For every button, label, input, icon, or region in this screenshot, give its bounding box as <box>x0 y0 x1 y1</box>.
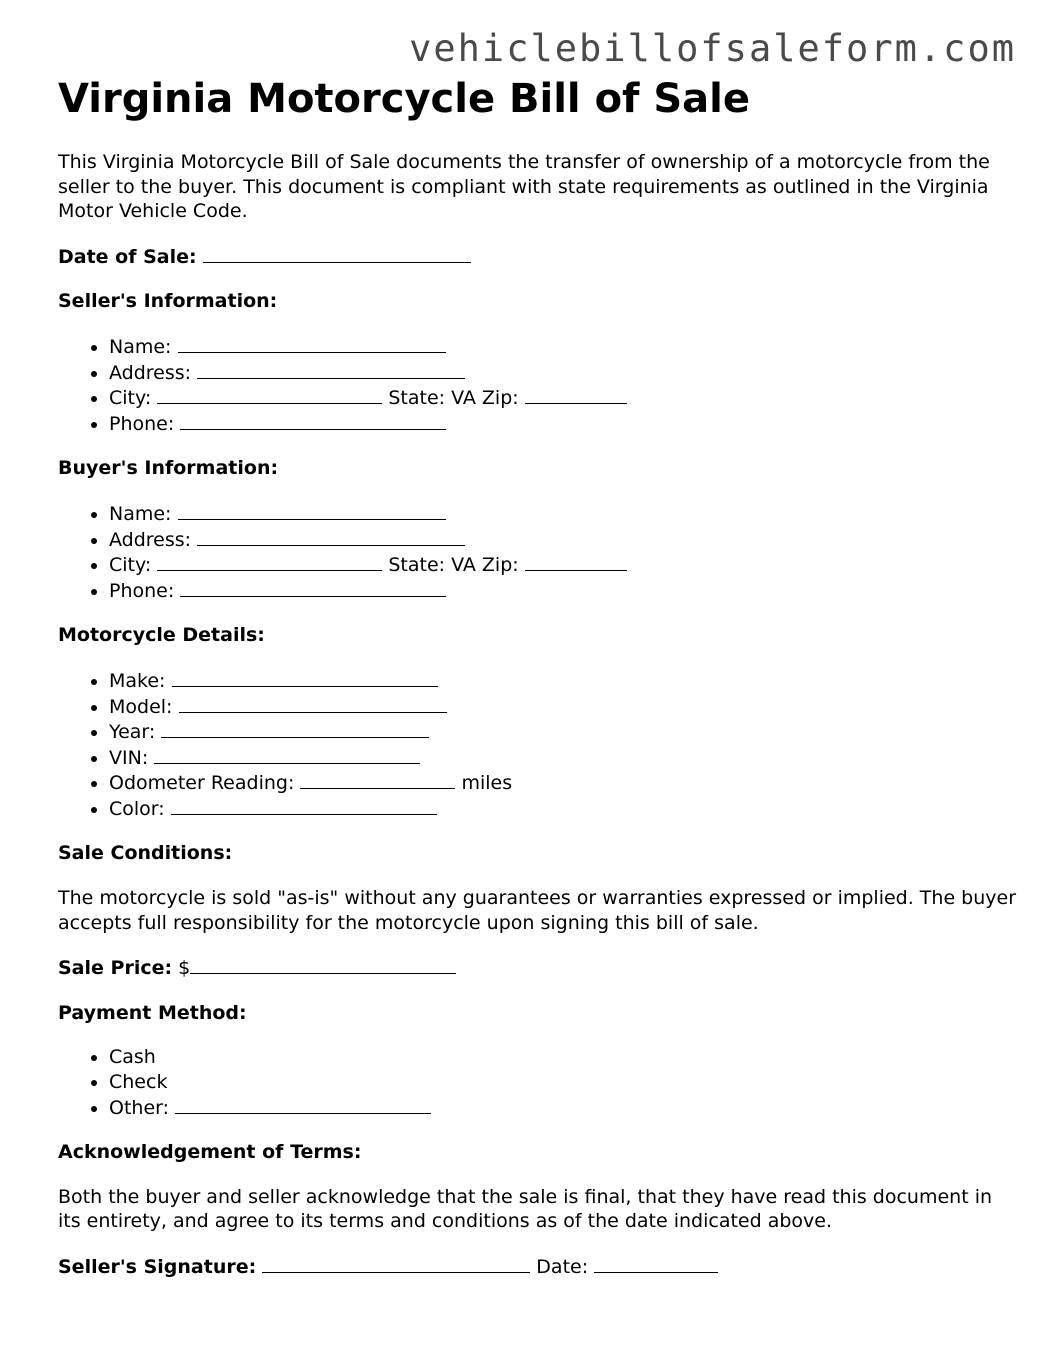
seller-signature-label: Seller's Signature: <box>58 1256 257 1278</box>
signature-row <box>58 1254 1018 1280</box>
buyer-info-heading: Buyer's Information: <box>58 457 279 480</box>
signature-date-field[interactable] <box>594 1254 718 1273</box>
payment-other-label: Other: <box>109 1096 170 1119</box>
seller-phone-label: Phone: <box>109 412 175 435</box>
seller-signature-field[interactable] <box>262 1254 530 1273</box>
seller-info-heading: Seller's Information: <box>58 290 278 313</box>
list-item <box>109 694 1018 720</box>
vin-field[interactable] <box>154 745 420 764</box>
date-of-sale-label: Date of Sale: <box>58 245 197 268</box>
make-label: Make: <box>109 669 166 692</box>
buyer-info-list <box>58 501 1018 603</box>
seller-name-label: Name: <box>109 335 172 358</box>
seller-info-list <box>58 334 1018 436</box>
sale-price-row <box>58 955 1018 981</box>
buyer-phone-label: Phone: <box>109 579 175 602</box>
watermark-text: vehiclebillofsaleform.com <box>409 27 1016 70</box>
buyer-city-field[interactable] <box>157 552 382 571</box>
make-field[interactable] <box>172 668 438 687</box>
buyer-phone-field[interactable] <box>180 578 446 597</box>
seller-state-zip-label: State: VA Zip: <box>388 387 519 410</box>
buyer-city-label: City: <box>109 554 152 577</box>
date-of-sale-field[interactable] <box>203 244 471 263</box>
list-item <box>109 501 1018 527</box>
list-item <box>109 411 1018 437</box>
sale-price-field[interactable] <box>190 955 456 974</box>
seller-name-field[interactable] <box>178 334 446 353</box>
list-item <box>109 360 1018 386</box>
motorcycle-details-list <box>58 668 1018 822</box>
list-item <box>109 334 1018 360</box>
buyer-address-label: Address: <box>109 528 192 551</box>
date-of-sale-row <box>58 244 1018 270</box>
seller-address-field[interactable] <box>197 360 465 379</box>
list-item <box>109 770 1018 796</box>
model-label: Model: <box>109 695 173 718</box>
list-item <box>109 668 1018 694</box>
list-item <box>109 1095 1018 1121</box>
bill-of-sale-document <box>58 76 1018 1280</box>
seller-zip-field[interactable] <box>525 385 627 404</box>
payment-option-cash[interactable]: • Cash <box>109 1045 1018 1070</box>
seller-address-label: Address: <box>109 361 192 384</box>
buyer-zip-field[interactable] <box>525 552 627 571</box>
payment-other-field[interactable] <box>175 1095 431 1114</box>
currency-symbol: $ <box>178 957 191 980</box>
payment-option-check[interactable]: • Check <box>109 1070 1018 1095</box>
intro-paragraph: This Virginia Motorcycle Bill of Sale documents the transfer of ownership of a motorcycle from the seller to the buyer. This document is compliant with state requirements as outlined in the Virginia Motor Vehicle Code. <box>58 151 990 223</box>
vin-label: VIN: <box>109 746 149 769</box>
buyer-address-field[interactable] <box>197 527 465 546</box>
seller-phone-field[interactable] <box>180 411 446 430</box>
list-item <box>109 552 1018 578</box>
seller-city-field[interactable] <box>157 385 382 404</box>
year-label: Year: <box>109 721 156 744</box>
color-label: Color: <box>109 797 165 820</box>
buyer-state-zip-label: State: VA Zip: <box>388 554 519 577</box>
year-field[interactable] <box>161 719 429 738</box>
color-field[interactable] <box>171 796 437 815</box>
motorcycle-details-heading: Motorcycle Details: <box>58 624 265 647</box>
list-item <box>109 385 1018 411</box>
seller-city-label: City: <box>109 387 152 410</box>
odometer-unit: miles <box>461 772 513 795</box>
acknowledgement-heading: Acknowledgement of Terms: <box>58 1141 362 1164</box>
model-field[interactable] <box>179 694 447 713</box>
odometer-field[interactable] <box>300 770 455 789</box>
odometer-label: Odometer Reading: <box>109 772 295 795</box>
page-title: Virginia Motorcycle Bill of Sale <box>58 76 751 122</box>
list-item <box>109 527 1018 553</box>
list-item <box>109 796 1018 822</box>
sale-conditions-heading: Sale Conditions: <box>58 842 233 865</box>
sale-price-label: Sale Price: <box>58 957 173 980</box>
list-item <box>109 578 1018 604</box>
buyer-name-label: Name: <box>109 502 172 525</box>
list-item <box>109 745 1018 771</box>
sale-conditions-text: The motorcycle is sold "as-is" without any guarantees or warranties expressed or implied. The buyer accepts full responsibility for the motorcycle upon signing this bill of sale. <box>58 887 1017 934</box>
list-item <box>109 719 1018 745</box>
payment-method-list <box>58 1045 1018 1120</box>
signature-date-label: Date: <box>536 1256 589 1278</box>
buyer-name-field[interactable] <box>178 501 446 520</box>
acknowledgement-text: Both the buyer and seller acknowledge that the sale is final, that they have read this document in its entirety, and agree to its terms and conditions as of the date indicated above. <box>58 1185 993 1233</box>
payment-method-heading: Payment Method: <box>58 1001 247 1024</box>
